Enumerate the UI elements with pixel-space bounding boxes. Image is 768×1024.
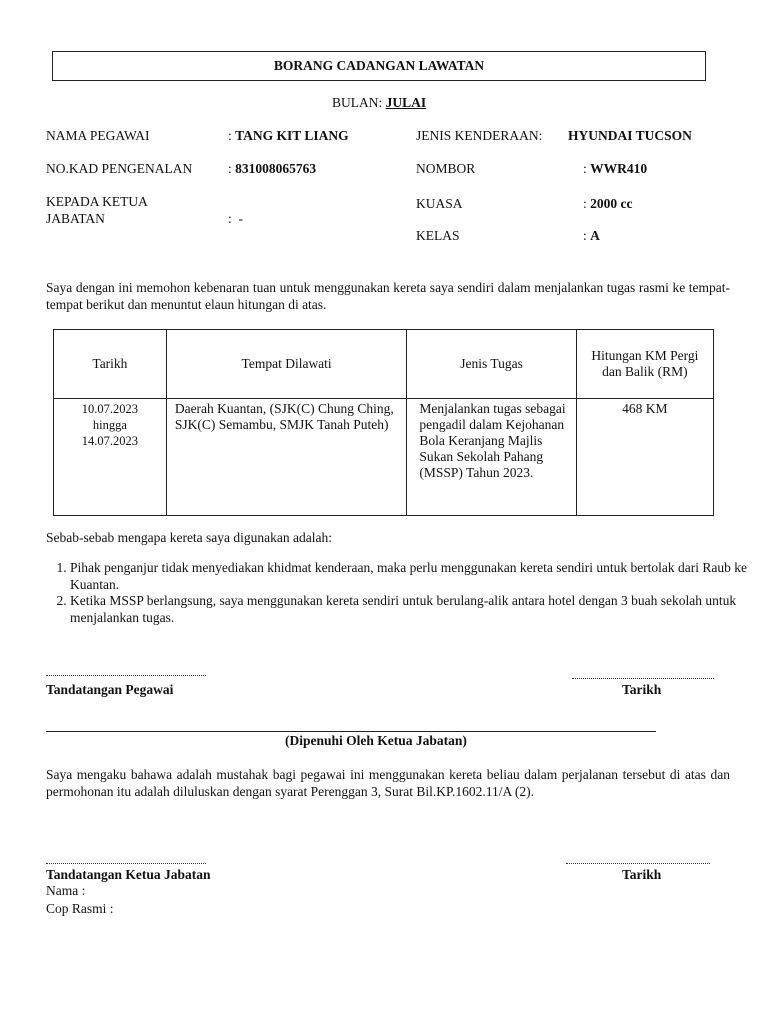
name-label: NAMA PEGAWAI xyxy=(46,128,150,143)
stamp-field-label: Cop Rasmi : xyxy=(46,901,114,916)
vehicle-power-line: : 2000 cc xyxy=(583,196,633,211)
cell-place: Daerah Kuantan, (SJK(C) Chung Ching, SJK(C) Semambu, SMJK Tanah Puteh) xyxy=(166,399,407,516)
employee-date-label: Tarikh xyxy=(622,682,662,697)
vehicle-class-label: KELAS xyxy=(416,228,460,243)
vehicle-power-label: KUASA xyxy=(416,196,463,211)
vehicle-class-line: : A xyxy=(583,228,600,243)
date-to: 14.07.2023 xyxy=(81,434,139,448)
approval-paragraph: Saya mengaku bahawa adalah mustahak bagi pegawai ini menggunakan kereta beliau dalam perjalanan tersebut di atas dan permohonan itu adalah diluluskan dengan syarat Perenggan 3, Surat Bil.KP.1602.11/A (2). xyxy=(46,767,730,799)
name-field-label: Nama : xyxy=(46,883,86,898)
intro-paragraph: Saya dengan ini memohon kebenaran tuan untuk menggunakan kereta saya sendiri dalam menjalankan tugas rasmi ke tempat-tempat berikut dan menuntut elaun hitungan di atas. xyxy=(46,280,730,312)
employee-date-line xyxy=(572,678,714,679)
head-signature-line xyxy=(46,863,206,864)
header-date: Tarikh xyxy=(54,330,167,399)
head-value: - xyxy=(238,211,244,226)
date-from: 10.07.2023 xyxy=(81,402,139,416)
name-value: TANG KIT LIANG xyxy=(235,128,349,143)
ic-label: NO.KAD PENGENALAN xyxy=(46,161,193,176)
vehicle-number-label: NOMBOR xyxy=(416,161,476,176)
reasons-list xyxy=(48,560,750,626)
table-header-row xyxy=(54,330,714,399)
ic-value: 831008065763 xyxy=(235,161,317,176)
month-value: JULAI xyxy=(385,95,427,110)
form-title: BORANG CADANGAN LAWATAN xyxy=(52,51,706,81)
name-value-line: : TANG KIT LIANG xyxy=(228,128,349,143)
vehicle-number-value: WWR410 xyxy=(590,161,648,176)
month-label: BULAN: xyxy=(332,95,383,110)
header-km: Hitungan KM Pergi dan Balik (RM) xyxy=(576,330,713,399)
list-item: 1. Pihak penganjur tidak menyediakan khidmat kenderaan, maka perlu menggunakan kereta sendiri untuk bertolak dari Raub ke Kuantan. xyxy=(70,560,750,593)
vehicle-power-value: 2000 cc xyxy=(590,196,633,211)
section-divider xyxy=(46,731,656,732)
ic-value-line: : 831008065763 xyxy=(228,161,317,176)
list-item: 2. Ketika MSSP berlangsung, saya menggunakan kereta sendiri untuk berulang-alik antara hotel dengan 3 buah sekolah untuk menjalankan tugas. xyxy=(70,593,750,626)
vehicle-type-label: JENIS KENDERAAN: xyxy=(416,128,543,143)
visit-table xyxy=(53,329,714,516)
employee-signature-label: Tandatangan Pegawai xyxy=(46,682,174,697)
head-label-2: JABATAN xyxy=(46,211,105,226)
cell-task: Menjalankan tugas sebagai pengadil dalam Kejohanan Bola Keranjang Majlis Sukan Sekolah Pahang (MSSP) Tahun 2023. xyxy=(407,399,576,516)
table-row xyxy=(54,399,714,516)
head-date-label: Tarikh xyxy=(622,867,662,882)
reasons-heading: Sebab-sebab mengapa kereta saya digunakan adalah: xyxy=(46,530,332,545)
head-value-line: : - xyxy=(228,211,244,226)
date-separator: hingga xyxy=(92,418,127,432)
header-place: Tempat Dilawati xyxy=(166,330,407,399)
vehicle-number-line: : WWR410 xyxy=(583,161,648,176)
head-section-title: (Dipenuhi Oleh Ketua Jabatan) xyxy=(285,733,467,748)
vehicle-type-value: HYUNDAI TUCSON xyxy=(568,128,692,143)
head-label-1: KEPADA KETUA xyxy=(46,194,148,209)
head-signature-label: Tandatangan Ketua Jabatan xyxy=(46,867,211,882)
header-task: Jenis Tugas xyxy=(407,330,576,399)
employee-signature-line xyxy=(46,675,206,676)
month-line xyxy=(332,95,426,111)
head-date-line xyxy=(566,863,710,864)
vehicle-class-value: A xyxy=(590,228,600,243)
cell-date xyxy=(54,399,167,516)
cell-km: 468 KM xyxy=(576,399,713,516)
